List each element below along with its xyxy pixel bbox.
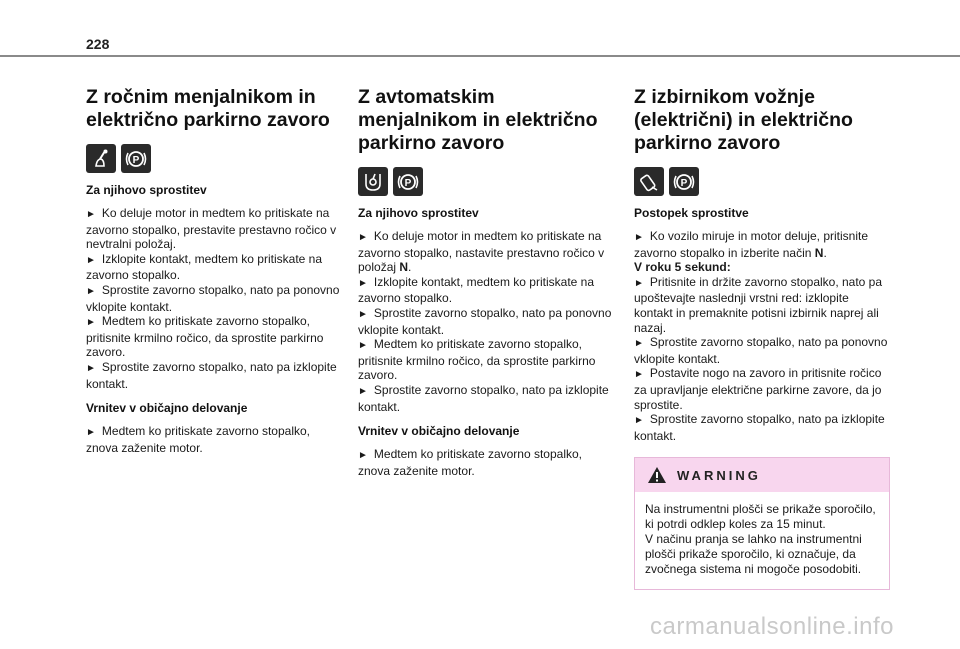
column-electric-selector — [634, 86, 890, 590]
parking-brake-icon — [121, 144, 151, 173]
warning-title: WARNING — [677, 467, 761, 483]
warning-triangle-icon — [647, 466, 667, 484]
warning-body — [635, 492, 889, 589]
step: ► Sprostite zavorno stopalko, nato pa izklopite kontakt. — [634, 412, 885, 443]
icon-row — [86, 144, 342, 173]
manual-gearshift-icon — [86, 144, 116, 173]
step: ► Sprostite zavorno stopalko, nato pa izklopite kontakt. — [86, 359, 337, 391]
within-seconds-label: V roku 5 sekund: — [634, 260, 731, 275]
step: ► Postavite nogo na zavoro in pritisnite ročico za upravljanje električne parkirne zavore, da jo sprostite. — [634, 366, 882, 412]
warning-box — [634, 457, 890, 590]
svg-text:P: P — [132, 154, 140, 166]
release-heading: Za njihovo sprostitev — [86, 183, 207, 197]
step: ► Ko deluje motor in medtem ko pritiskate na zavorno stopalko, prestavite prestavno ročico v nevtralni položaj. — [86, 206, 337, 252]
electric-selector-icon — [634, 167, 664, 196]
procedure-heading: Postopek sprostitve — [634, 206, 749, 220]
icon-row — [634, 167, 890, 196]
section-title-manual: Z ročnim menjalnikom in električno parkirno zavoro — [86, 86, 330, 131]
warning-text: V načinu pranja se lahko na instrumentni plošči prikaže sporočilo, ki označuje, da zvočnega sistema ni mogoče posodobiti. — [645, 532, 862, 577]
return-heading: Vrnitev v običajno delovanje — [358, 424, 520, 439]
step: ► Sprostite zavorno stopalko, nato pa ponovno vklopite kontakt. — [634, 335, 888, 366]
svg-text:P: P — [680, 177, 688, 189]
step: ► Izklopite kontakt, medtem ko pritiskate na zavorno stopalko. — [86, 251, 323, 283]
parking-brake-icon — [669, 167, 699, 196]
svg-text:P: P — [404, 177, 412, 189]
column-automatic — [358, 86, 614, 478]
page-number: 228 — [86, 36, 110, 52]
step: ► Medtem ko pritiskate zavorno stopalko, znova zaženite motor. — [358, 447, 583, 478]
step: ► Medtem ko pritiskate zavorno stopalko, pritisnite krmilno ročico, da sprostite parkirno zavoro. — [358, 337, 596, 383]
automatic-gearshift-icon — [358, 167, 388, 196]
step: ► Medtem ko pritiskate zavorno stopalko, znova zaženite motor. — [86, 424, 311, 455]
top-rule — [0, 55, 960, 57]
parking-brake-icon — [393, 167, 423, 196]
step: ► Ko deluje motor in medtem ko pritiskate na zavorno stopalko, nastavite prestavno ročico v položaj N. — [358, 229, 605, 275]
step: ► Sprostite zavorno stopalko, nato pa izklopite kontakt. — [358, 382, 609, 414]
release-heading: Za njihovo sprostitev — [358, 206, 479, 220]
icon-row — [358, 167, 614, 196]
watermark: carmanualsonline.info — [650, 613, 894, 640]
step: ► Pritisnite in držite zavorno stopalko, nato pa upoštevajte naslednji vrstni red: izklopite kontakt in premaknite potisni izbirnik naprej ali nazaj. — [634, 274, 883, 335]
warning-header — [635, 458, 889, 492]
section-title-automatic: Z avtomatskim menjalnikom in električno parkirno zavoro — [358, 86, 598, 154]
step: ► Izklopite kontakt, medtem ko pritiskate na zavorno stopalko. — [358, 274, 595, 306]
return-heading: Vrnitev v običajno delovanje — [86, 401, 248, 416]
step: ► Ko vozilo miruje in motor deluje, pritisnite zavorno stopalko in izberite način N. — [634, 229, 868, 260]
section-title-electric-selector: Z izbirnikom vožnje (električni) in električno parkirno zavoro — [634, 86, 853, 154]
step: ► Medtem ko pritiskate zavorno stopalko, pritisnite krmilno ročico, da sprostite parkirno zavoro. — [86, 314, 324, 360]
warning-text: Na instrumentni plošči se prikaže sporočilo, ki potrdi odklep koles za 15 minut. — [645, 502, 876, 532]
step: ► Sprostite zavorno stopalko, nato pa ponovno vklopite kontakt. — [358, 305, 612, 337]
column-manual — [86, 86, 342, 455]
step: ► Sprostite zavorno stopalko, nato pa ponovno vklopite kontakt. — [86, 282, 340, 314]
